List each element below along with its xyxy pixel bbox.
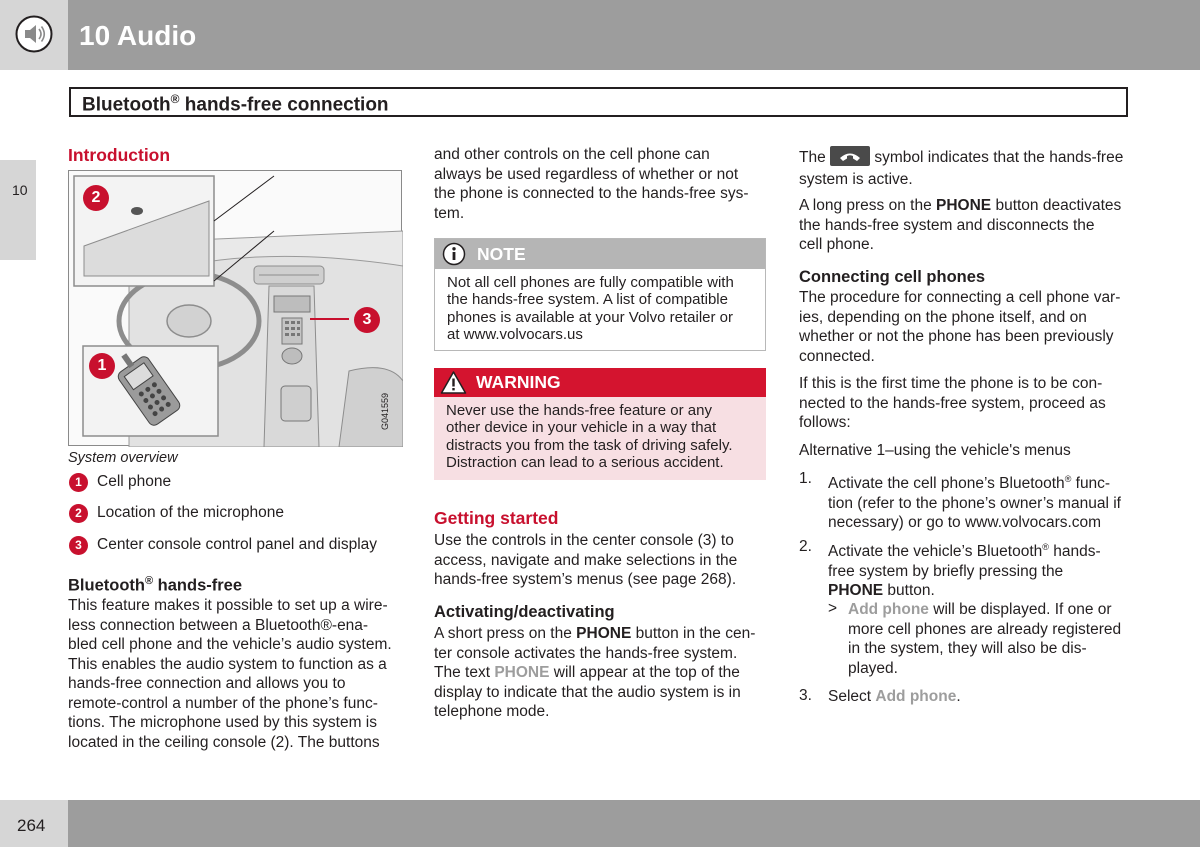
section-title-box [69,87,1128,117]
getting-started-heading: Getting started [434,508,559,528]
page-number-box [0,800,68,847]
warning-box [434,368,766,480]
activating-heading: Activating/deactivating [434,603,615,621]
continued-paragraph: and other controls on the cell phone can always be used regardless of whether or not the phone is connected to the hands-free sys- tem. [434,146,749,222]
callout-1: 1 [89,353,115,379]
long-press-paragraph: A long press on the PHONE button deactivates the hands-free system and disconnects the cell phone. [799,197,1122,253]
warning-text: Never use the hands-free feature or any other device in your vehicle in a way that distracts you from the task of driving safely. Distraction can lead to a serious accident. [446,402,733,471]
speaker-icon [15,15,53,53]
footer-bar [68,800,1200,847]
symbol-paragraph: The symbol indicates that the hands-free system is active. [799,146,1144,189]
step-3-text: Select Add phone. [828,688,961,705]
section-title: Bluetooth® hands-free connection [82,92,389,116]
figure-caption: System overview [68,450,178,466]
info-icon [442,242,466,266]
step-number: 3. [799,687,812,704]
chapter-title: 10 Audio [79,20,197,51]
car-interior-illustration [69,171,403,447]
step-2-text: Activate the vehicle’s Bluetooth® hands- free system by briefly pressing the PHONE button. [828,542,1101,599]
introduction-heading: Introduction [68,145,171,165]
figure-code: G041559 [380,392,390,430]
callout-3: 3 [354,307,380,333]
note-label: NOTE [477,244,526,264]
chapter-icon-box [0,0,68,70]
system-overview-figure [68,170,402,446]
phone-handset-icon [830,146,870,166]
warning-header [434,368,766,397]
step-number: 2. [799,538,812,555]
sub-step-marker: > [828,600,838,617]
legend-number: 3 [69,536,88,555]
note-header [435,239,765,269]
step-number: 1. [799,470,812,487]
connecting-heading: Connecting cell phones [799,268,986,286]
alternative-label: Alternative 1–using the vehicle's menus [799,442,1071,459]
legend-text: Center console control panel and display [97,536,378,553]
callout-2: 2 [83,185,109,211]
warning-label: WARNING [476,372,561,392]
legend-number: 2 [69,504,88,523]
bluetooth-paragraph: This feature makes it possible to set up a wire- less connection between a Bluetooth®-ena- bled cell phone and the vehicle’s audio system. This enables the audio system to function as a hands-free connection and allows you to remote-control a number of the phone’s func- tions. The microphone used by this system is located in the ceiling console (2). The buttons [68,597,392,751]
warning-triangle-icon [440,370,467,395]
page-number: 264 [17,816,46,835]
note-box [434,238,766,351]
sub-step-text: Add phone will be displayed. If one or more cell phones are already registered in the system, they will also be dis- played. [848,601,1122,677]
side-tab-label: 10 [12,182,28,198]
step-1-text: Activate the cell phone’s Bluetooth® func- tion (refer to the phone’s owner’s manual if necessary) or go to www.volvocars.com [828,474,1121,531]
legend-text: Cell phone [97,473,172,490]
bluetooth-handsfree-heading: Bluetooth® hands-free [68,575,243,595]
legend-text: Location of the microphone [97,504,284,521]
activating-paragraph: A short press on the PHONE button in the cen- ter console activates the hands-free system. The text PHONE will appear at the top of the display to indicate that the audio system is in telephone mode. [434,625,756,720]
first-time-paragraph: If this is the first time the phone is to be con- nected to the hands-free system, proceed as follows: [799,375,1106,431]
legend-number: 1 [69,473,88,492]
getting-started-paragraph: Use the controls in the center console (3) to access, navigate and make selections in the hands-free system’s menus (see page 268). [434,532,738,588]
chapter-side-tab [0,160,36,260]
chapter-header-bar [68,0,1200,70]
note-text: Not all cell phones are fully compatible with the hands-free system. A list of compatible phones is available at your Volvo retailer or at www.volvocars.us [447,274,734,343]
connecting-paragraph: The procedure for connecting a cell phone var- ies, depending on the phone itself, and on whether or not the phone has been previously connected. [799,289,1121,365]
